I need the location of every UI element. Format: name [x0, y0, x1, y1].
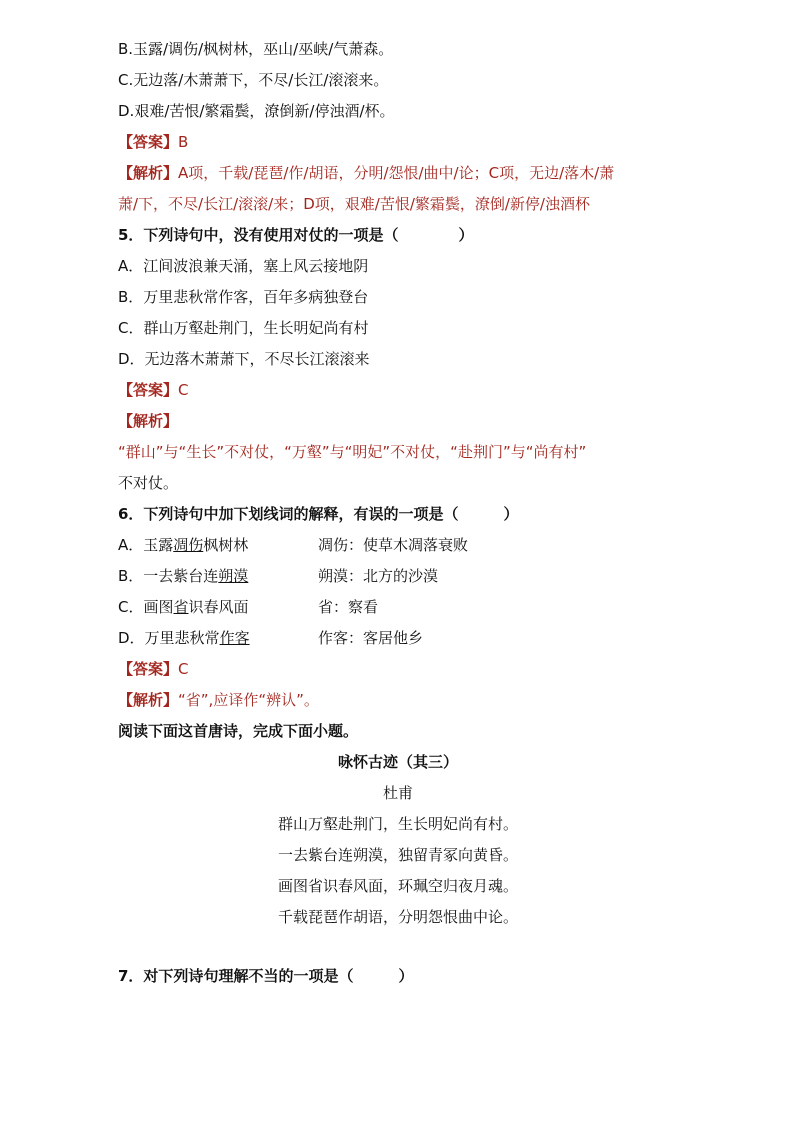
underlined-word: 作客	[219, 629, 250, 647]
q6-option-c-gloss: 省：察看	[318, 598, 379, 616]
analysis-prev-line1	[118, 158, 678, 189]
underlined-word: 凋伤	[173, 536, 204, 554]
q6-option-b	[118, 561, 678, 592]
sentence-suffix: 枫树林	[203, 536, 249, 554]
q5-analysis-line1: “群山”与“生长”不对仗，“万壑”与“明妃”不对仗，“赴荆门”与“尚有村”	[118, 443, 587, 461]
q6-analysis	[118, 685, 678, 716]
answer-value: C	[178, 381, 189, 399]
q6-option-a-sentence	[118, 530, 318, 561]
poem-line-2: 一去紫台连朔漠，独留青冢向黄昏。	[277, 846, 518, 864]
q5-option-d: D．无边落木萧萧下，不尽长江滚滚来	[118, 350, 370, 368]
poem-title: 咏怀古迹（其三）	[337, 753, 458, 771]
q6-option-b-gloss: 朔漠：北方的沙漠	[318, 567, 439, 585]
question-6-stem: 6．下列诗句中加下划线词的解释，有误的一项是（ ）	[118, 505, 519, 523]
question-7-stem: 7．对下列诗句理解不当的一项是（ ）	[118, 967, 414, 985]
question-5-stem: 5．下列诗句中，没有使用对仗的一项是（ ）	[118, 226, 474, 244]
answer-value: B	[178, 133, 189, 151]
poem-line-1: 群山万壑赴荆门，生长明妃尚有村。	[277, 815, 518, 833]
option-b-prev: B.玉露/调伤/枫树林，巫山/巫峡/气萧森。	[118, 40, 394, 58]
answer-tag: 【答案】	[118, 381, 179, 399]
reading-intro: 阅读下面这首唐诗，完成下面小题。	[118, 722, 359, 740]
q5-answer	[118, 375, 678, 406]
analysis-prev-line2: 萧/下，不尽/长江/滚滚/来；D项，艰难/苦恨/繁霜鬓，潦倒/新停/浊酒杯	[118, 195, 590, 213]
answer-tag: 【答案】	[118, 660, 179, 678]
analysis-tag: 【解析】	[118, 164, 179, 182]
q6-option-b-sentence	[118, 561, 318, 592]
q5-analysis-heading	[118, 406, 678, 437]
q5-analysis-line2: 不对仗。	[118, 474, 179, 492]
q6-option-c	[118, 592, 678, 623]
poem-line-3: 画图省识春风面，环珮空归夜月魂。	[277, 877, 518, 895]
q6-option-a	[118, 530, 678, 561]
analysis-text: A项，千载/琵琶/作/胡语，分明/怨恨/曲中/论；C项，无边/落木/萧	[178, 164, 615, 182]
underlined-word: 朔漠	[218, 567, 249, 585]
analysis-tag: 【解析】	[118, 412, 179, 430]
sentence-suffix: 识春风面	[188, 598, 249, 616]
answer-tag: 【答案】	[118, 133, 179, 151]
q6-option-a-gloss: 凋伤：使草木凋落衰败	[318, 536, 469, 554]
poem-line-4: 千载琵琶作胡语，分明怨恨曲中论。	[277, 908, 518, 926]
q6-option-c-sentence	[118, 592, 318, 623]
option-c-prev: C.无边落/木萧萧下，不尽/长江/滚滚来。	[118, 71, 389, 89]
q5-option-b: B．万里悲秋常作客，百年多病独登台	[118, 288, 369, 306]
analysis-text: “省”,应译作“辨认”。	[178, 691, 319, 709]
option-d-prev: D.艰难/苦恨/繁霜鬓，潦倒新/停浊酒/杯。	[118, 102, 395, 120]
q6-option-d	[118, 623, 678, 654]
sentence-prefix: A．玉露	[118, 536, 174, 554]
sentence-prefix: C．画图	[118, 598, 174, 616]
spacer	[118, 933, 678, 961]
sentence-prefix: B．一去紫台连	[118, 567, 219, 585]
document-page	[118, 34, 678, 992]
analysis-tag: 【解析】	[118, 691, 179, 709]
answer-prev	[118, 127, 678, 158]
sentence-prefix: D．万里悲秋常	[118, 629, 220, 647]
answer-value: C	[178, 660, 189, 678]
q6-answer	[118, 654, 678, 685]
q6-option-d-gloss: 作客：客居他乡	[318, 629, 424, 647]
underlined-word: 省	[173, 598, 189, 616]
q6-option-d-sentence	[118, 623, 318, 654]
poem-author: 杜甫	[382, 784, 413, 802]
q5-option-c: C．群山万壑赴荆门，生长明妃尚有村	[118, 319, 369, 337]
q5-option-a: A．江间波浪兼天涌，塞上风云接地阴	[118, 257, 369, 275]
